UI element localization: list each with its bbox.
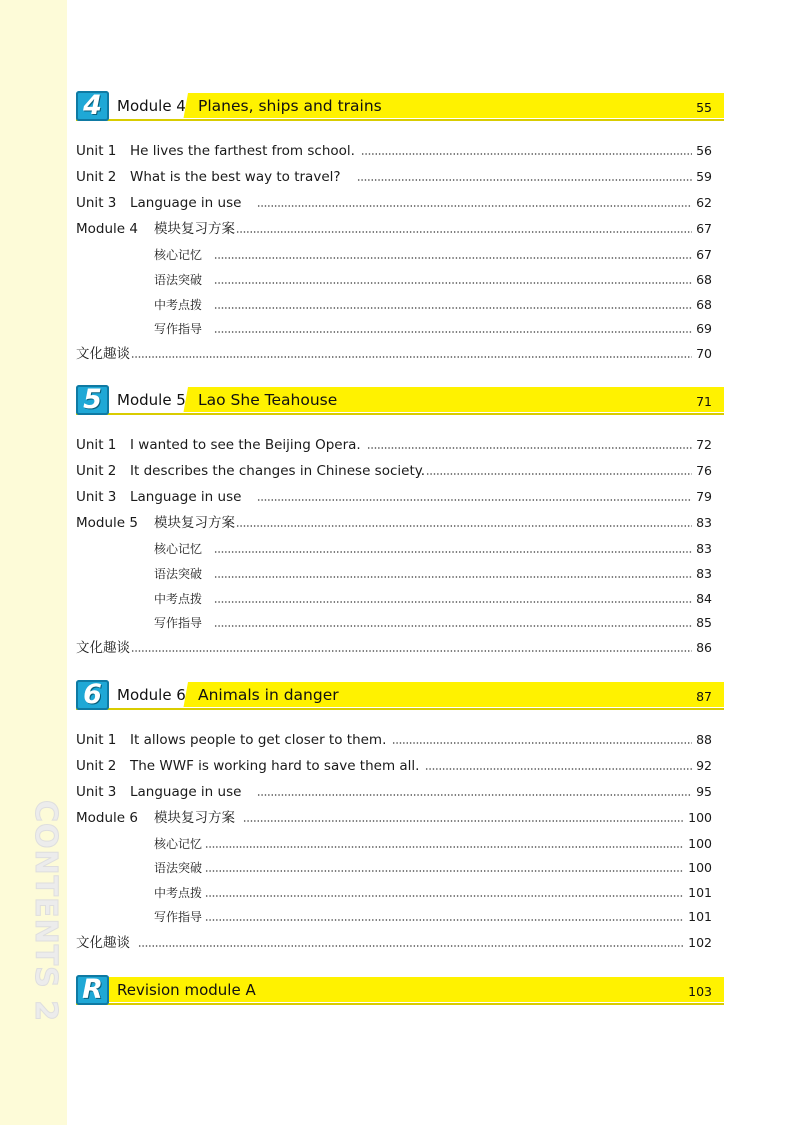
page-number: 102 — [688, 935, 712, 950]
entry-label: Unit 2 — [76, 758, 117, 774]
toc-entry[interactable] — [76, 883, 712, 903]
entry-label: 文化趣谈 — [76, 346, 130, 362]
entry-title: He lives the farthest from school. — [130, 143, 355, 159]
entry-title: 模块复习方案 — [154, 810, 235, 826]
toc-entry[interactable] — [76, 933, 712, 953]
entry-label: 文化趣谈 — [76, 640, 130, 656]
page-number: 83 — [696, 515, 712, 530]
page-number: 95 — [696, 784, 712, 799]
module-number-badge: 5 — [76, 385, 109, 415]
toc-entry[interactable] — [76, 193, 712, 213]
revision-module-header[interactable] — [76, 975, 724, 1005]
entry-label: Unit 3 — [76, 489, 117, 505]
page-number: 67 — [696, 247, 712, 262]
toc-entry[interactable] — [76, 167, 712, 187]
page-number: 70 — [696, 346, 712, 361]
page-number: 67 — [696, 221, 712, 236]
module-title: Animals in danger — [198, 686, 339, 704]
dot-leader — [205, 846, 684, 848]
entry-label: Unit 2 — [76, 463, 117, 479]
page-number: 101 — [688, 909, 712, 924]
side-strip — [0, 0, 67, 1125]
page-number: 62 — [696, 195, 712, 210]
entry-label: Module 6 — [76, 810, 138, 826]
entry-title: 中考点拨 — [154, 886, 203, 900]
module-number-badge: R — [76, 975, 109, 1005]
toc-entry[interactable] — [76, 782, 712, 802]
entry-title: It describes the changes in Chinese society. — [130, 463, 426, 479]
dot-leader — [426, 473, 692, 475]
page-number: 72 — [696, 437, 712, 452]
entry-label: Unit 3 — [76, 195, 117, 211]
entry-title: Language in use — [130, 195, 242, 211]
toc-entry[interactable] — [76, 513, 712, 533]
side-label: CONTENTS 2 — [28, 800, 63, 1023]
module-5-header[interactable] — [76, 385, 724, 415]
toc-entry[interactable] — [76, 435, 712, 455]
page-number: 85 — [696, 615, 712, 630]
dot-leader — [392, 742, 692, 744]
entry-title: 语法突破 — [154, 273, 203, 287]
dot-leader — [214, 307, 692, 309]
page-number: 84 — [696, 591, 712, 606]
toc-entry[interactable] — [76, 539, 712, 559]
dot-leader — [257, 205, 692, 207]
toc-entry[interactable] — [76, 319, 712, 339]
entry-label: Unit 3 — [76, 784, 117, 800]
dot-leader — [361, 153, 692, 155]
toc-entry[interactable] — [76, 295, 712, 315]
toc-entry[interactable] — [76, 344, 712, 364]
dot-leader — [214, 576, 692, 578]
toc-entry[interactable] — [76, 730, 712, 750]
page-number: 55 — [696, 100, 712, 115]
dot-leader — [205, 870, 684, 872]
page-number: 100 — [688, 836, 712, 851]
entry-title: What is the best way to travel? — [130, 169, 341, 185]
entry-title: 写作指导 — [154, 616, 203, 630]
toc-entry[interactable] — [76, 589, 712, 609]
page-number: 88 — [696, 732, 712, 747]
dot-leader — [138, 945, 684, 947]
entry-title: The WWF is working hard to save them all. — [130, 758, 420, 774]
dot-leader — [214, 257, 692, 259]
page-number: 92 — [696, 758, 712, 773]
dot-leader — [243, 820, 684, 822]
entry-title: 核心记忆 — [154, 837, 203, 851]
entry-label: 文化趣谈 — [76, 935, 130, 951]
toc-entry[interactable] — [76, 141, 712, 161]
page-number: 76 — [696, 463, 712, 478]
dot-leader — [214, 282, 692, 284]
page-number: 87 — [696, 689, 712, 704]
toc-entry[interactable] — [76, 808, 712, 828]
page-number: 100 — [688, 860, 712, 875]
entry-title: 模块复习方案 — [154, 515, 235, 531]
page-number: 71 — [696, 394, 712, 409]
toc-entry[interactable] — [76, 564, 712, 584]
page-number: 69 — [696, 321, 712, 336]
module-number-badge: 4 — [76, 91, 109, 121]
dot-leader — [236, 231, 692, 233]
module-number-badge: 6 — [76, 680, 109, 710]
entry-label: Unit 1 — [76, 732, 117, 748]
entry-title: 写作指导 — [154, 910, 203, 924]
dot-leader — [367, 447, 692, 449]
dot-leader — [214, 601, 692, 603]
dot-leader — [236, 525, 692, 527]
page-number: 56 — [696, 143, 712, 158]
module-label: Module 6 — [117, 686, 186, 704]
entry-title: 中考点拨 — [154, 298, 203, 312]
entry-title: 模块复习方案 — [154, 221, 235, 237]
dot-leader — [214, 331, 692, 333]
entry-title: 核心记忆 — [154, 542, 203, 556]
toc-entry[interactable] — [76, 756, 712, 776]
toc-entry[interactable] — [76, 245, 712, 265]
entry-label: Unit 1 — [76, 143, 117, 159]
toc-entry[interactable] — [76, 219, 712, 239]
page-number: 83 — [696, 541, 712, 556]
toc-entry[interactable] — [76, 858, 712, 878]
toc-entry[interactable] — [76, 907, 712, 927]
entry-title: Language in use — [130, 489, 242, 505]
dot-leader — [257, 794, 692, 796]
page-number: 103 — [688, 984, 712, 999]
dot-leader — [214, 551, 692, 553]
toc-entry[interactable] — [76, 461, 712, 481]
page-number: 68 — [696, 297, 712, 312]
toc-entry[interactable] — [76, 270, 712, 290]
entry-label: Module 4 — [76, 221, 138, 237]
module-label: Module 5 — [117, 391, 186, 409]
dot-leader — [214, 625, 692, 627]
module-title: Lao She Teahouse — [198, 391, 338, 409]
entry-title: 语法突破 — [154, 861, 203, 875]
page-number: 79 — [696, 489, 712, 504]
entry-title: 写作指导 — [154, 322, 203, 336]
entry-title: 中考点拨 — [154, 592, 203, 606]
module-6-header[interactable] — [76, 680, 724, 710]
entry-label: Module 5 — [76, 515, 138, 531]
page-number: 100 — [688, 810, 712, 825]
entry-title: 核心记忆 — [154, 248, 203, 262]
module-label: Module 4 — [117, 97, 186, 115]
page-number: 86 — [696, 640, 712, 655]
toc-entry[interactable] — [76, 613, 712, 633]
dot-leader — [425, 768, 692, 770]
toc-entry[interactable] — [76, 834, 712, 854]
dot-leader — [205, 919, 684, 921]
toc-entry[interactable] — [76, 487, 712, 507]
entry-title: It allows people to get closer to them. — [130, 732, 387, 748]
entry-label: Unit 1 — [76, 437, 117, 453]
module-title: Planes, ships and trains — [198, 97, 382, 115]
dot-leader — [357, 179, 693, 181]
dot-leader — [131, 650, 692, 652]
page-number: 101 — [688, 885, 712, 900]
dot-leader — [205, 895, 684, 897]
entry-title: I wanted to see the Beijing Opera. — [130, 437, 361, 453]
dot-leader — [131, 356, 692, 358]
entry-title: 语法突破 — [154, 567, 203, 581]
entry-label: Unit 2 — [76, 169, 117, 185]
toc-entry[interactable] — [76, 638, 712, 658]
page-number: 68 — [696, 272, 712, 287]
module-4-header[interactable] — [76, 91, 724, 121]
dot-leader — [257, 499, 692, 501]
page-number: 59 — [696, 169, 712, 184]
entry-title: Language in use — [130, 784, 242, 800]
module-label: Revision module A — [117, 981, 256, 999]
page-number: 83 — [696, 566, 712, 581]
